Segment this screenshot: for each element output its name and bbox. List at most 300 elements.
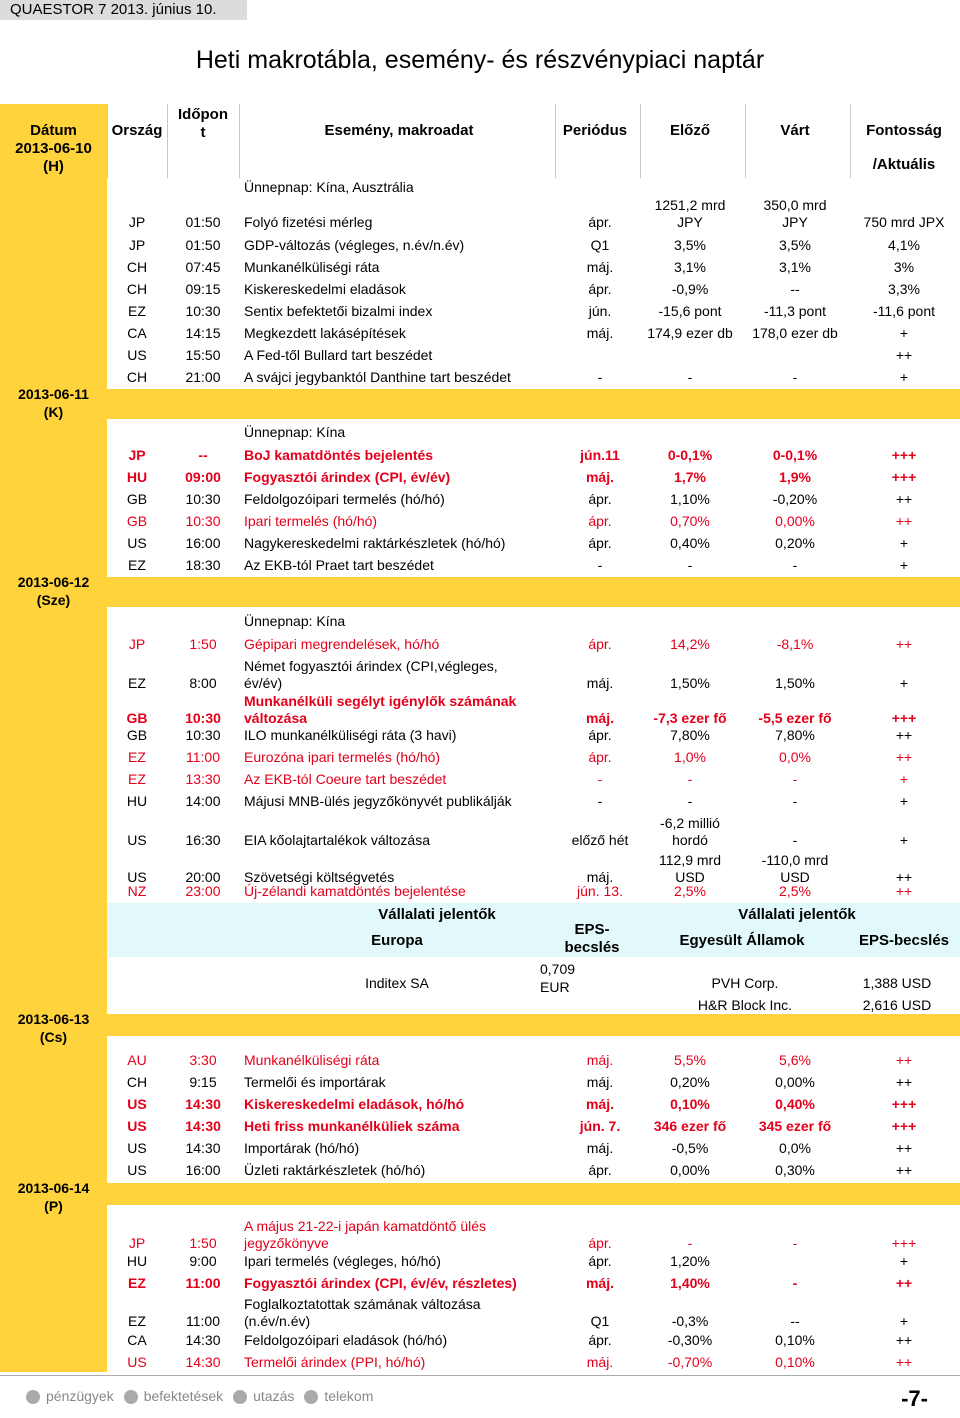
period-cell: jún. 13. — [577, 883, 623, 899]
us-eps: 1,388 USD — [862, 975, 932, 991]
table-row — [107, 693, 960, 727]
importance-cell: ++ — [895, 727, 913, 743]
previous-cell: 0,40% — [670, 535, 710, 551]
holiday-note: Ünnepnap: Kína — [244, 424, 346, 440]
expected-cell: 178,0 ezer db — [752, 325, 838, 341]
brand-bullet-icon — [233, 1390, 247, 1404]
event-cell: Szövetségi költségvetés — [244, 869, 395, 885]
expected-cell: 0,30% — [775, 1162, 815, 1178]
table-row — [107, 1072, 960, 1092]
expected-cell: 2,5% — [779, 883, 811, 899]
time-cell: 11:00 — [186, 1313, 220, 1329]
time-cell: 13:30 — [185, 771, 221, 787]
event-cell: Munkanélküli segélyt igénylők számának változása — [244, 693, 517, 726]
country-cell: HU — [126, 469, 148, 485]
previous-cell: 7,80% — [670, 727, 710, 743]
importance-cell: ++ — [895, 1275, 913, 1291]
period-cell: ápr. — [588, 1162, 612, 1178]
time-cell: 15:50 — [185, 347, 221, 363]
expected-cell: - — [792, 793, 798, 809]
time-cell: 14:30 — [185, 1118, 221, 1134]
date-band — [107, 1183, 960, 1205]
country-cell: US — [127, 1354, 147, 1370]
importance-cell: 750 mrd JPX — [863, 214, 945, 230]
time-cell: 23:00 — [185, 883, 221, 899]
previous-cell: 0,00% — [670, 1162, 710, 1178]
expected-cell: 1,50% — [775, 675, 815, 691]
previous-cell: -0,5% — [671, 1140, 709, 1156]
expected-cell: 0,40% — [775, 1096, 815, 1112]
table-row — [107, 881, 960, 901]
country-cell: AU — [127, 1052, 147, 1068]
event-cell: EIA kőolajtartalékok változása — [244, 832, 430, 848]
importance-cell: +++ — [891, 1118, 917, 1134]
expected-cell: 3,1% — [779, 259, 811, 275]
previous-cell: 1251,2 mrd JPY — [654, 197, 726, 230]
time-cell: 8:00 — [189, 675, 217, 691]
previous-cell: 3,5% — [674, 237, 706, 253]
time-cell: 9:15 — [189, 1074, 217, 1090]
importance-cell: + — [899, 1253, 909, 1269]
table-row — [107, 367, 960, 387]
country-cell: HU — [126, 1253, 148, 1269]
country-cell: EZ — [128, 749, 146, 765]
country-cell: CA — [127, 1332, 147, 1348]
period-cell: máj. — [586, 1354, 614, 1370]
table-row — [107, 1218, 960, 1252]
expected-cell: -- — [790, 1313, 800, 1329]
event-cell: Munkanélküliségi ráta — [244, 1052, 380, 1068]
time-cell: 07:45 — [185, 259, 221, 275]
eps-right-label: EPS-becslés — [858, 932, 950, 949]
expected-cell: 0,00% — [775, 513, 815, 529]
table-row — [107, 467, 960, 487]
previous-cell: 1,40% — [670, 1275, 710, 1291]
event-cell: Termelői és importárak — [244, 1074, 386, 1090]
date-value: 2013-06-14 — [17, 1180, 90, 1196]
expected-cell: - — [792, 557, 798, 573]
previous-header: Előző — [670, 122, 710, 139]
period-cell: előző hét — [571, 832, 629, 848]
period-cell: jún. 7. — [579, 1118, 621, 1134]
table-row — [107, 323, 960, 343]
date-header-label: Dátum — [30, 122, 77, 139]
importance-cell: +++ — [891, 1096, 917, 1112]
expected-cell: -11,3 pont — [763, 303, 826, 319]
previous-cell: -15,6 pont — [658, 303, 722, 319]
period-header: Periódus — [562, 122, 628, 139]
country-cell: GB — [126, 727, 148, 743]
date-header — [0, 122, 107, 176]
country-cell: CA — [127, 325, 147, 341]
date-label — [0, 385, 107, 421]
country-cell: US — [127, 1118, 147, 1134]
table-row — [107, 815, 960, 849]
time-cell: 14:00 — [185, 793, 221, 809]
table-row — [107, 1330, 960, 1350]
country-cell: EZ — [128, 771, 146, 787]
expected-cell: 0,10% — [775, 1354, 815, 1370]
importance-cell: + — [899, 793, 909, 809]
period-cell: máj. — [586, 1074, 614, 1090]
table-row — [107, 1094, 960, 1114]
period-cell: - — [597, 793, 603, 809]
period-cell: máj. — [586, 325, 614, 341]
header-grid-line — [167, 104, 168, 178]
importance-cell: -11,6 pont — [872, 303, 935, 319]
brand-word: telekom — [324, 1388, 374, 1404]
previous-cell: 112,9 mrd USD — [659, 852, 721, 885]
importance-cell: ++ — [895, 1140, 913, 1156]
country-cell: US — [127, 1162, 147, 1178]
header-grid-line — [239, 104, 240, 178]
date-label — [0, 1010, 107, 1046]
time-cell: 14:30 — [185, 1140, 221, 1156]
event-cell: Fogyasztói árindex (CPI, év/év, részletes) — [244, 1275, 517, 1291]
table-row — [107, 489, 960, 509]
date-band — [107, 577, 960, 607]
table-row — [107, 1050, 960, 1070]
period-cell: máj. — [585, 469, 614, 485]
weekday: (K) — [43, 404, 64, 420]
event-cell: Új-zélandi kamatdöntés bejelentése — [244, 883, 466, 899]
expected-cell: 1,9% — [779, 469, 811, 485]
time-header — [167, 106, 239, 142]
time-cell: 20:00 — [185, 869, 221, 885]
period-cell: máj. — [586, 1052, 614, 1068]
event-cell: Ipari termelés (végleges, hó/hó) — [244, 1253, 441, 1269]
us-eps: 2,616 USD — [862, 997, 932, 1013]
event-cell: Kiskereskedelmi eladások — [244, 281, 406, 297]
importance-cell: ++ — [895, 1052, 913, 1068]
time-cell: 14:30 — [185, 1096, 221, 1112]
expected-cell: 7,80% — [775, 727, 815, 743]
previous-cell: -0,3% — [671, 1313, 709, 1329]
table-row — [107, 1296, 960, 1330]
country-cell: NZ — [127, 883, 147, 899]
table-row — [107, 197, 960, 231]
table-row — [107, 725, 960, 745]
time-cell: 3:30 — [189, 1052, 217, 1068]
table-row — [107, 533, 960, 553]
country-cell: JP — [128, 447, 146, 463]
country-cell: EZ — [128, 303, 146, 319]
previous-cell: -6,2 millió hordó — [660, 815, 720, 848]
time-cell: 11:00 — [186, 749, 220, 765]
table-row — [107, 1273, 960, 1293]
corporate-reports-header — [107, 903, 960, 957]
period-cell: - — [597, 557, 603, 573]
event-cell: Folyó fizetési mérleg — [244, 214, 373, 230]
expected-cell: -8,1% — [776, 636, 814, 652]
importance-cell: 3% — [893, 259, 915, 275]
event-cell: Munkanélküliségi ráta — [244, 259, 380, 275]
previous-cell: - — [687, 771, 693, 787]
header-grid-line — [107, 104, 108, 178]
page-title: Heti makrotábla, esemény- és részvénypiaci naptár — [195, 46, 765, 74]
country-cell: GB — [126, 491, 148, 507]
table-row — [107, 1352, 960, 1372]
time-cell: 1:50 — [189, 1235, 217, 1251]
period-cell: Q1 — [590, 1313, 610, 1329]
expected-cell: 0-0,1% — [772, 447, 818, 463]
time-cell: 10:30 — [185, 727, 221, 743]
importance-cell: +++ — [891, 469, 917, 485]
previous-cell: 0-0,1% — [667, 447, 713, 463]
table-row — [107, 747, 960, 767]
time-cell: 16:00 — [185, 1162, 221, 1178]
expected-cell: -5,5 ezer fő — [758, 710, 832, 726]
expected-cell: - — [792, 1275, 798, 1291]
expected-cell: -0,20% — [772, 491, 818, 507]
previous-cell: 5,5% — [674, 1052, 706, 1068]
period-cell: ápr. — [588, 1332, 612, 1348]
importance-cell: ++ — [895, 347, 913, 363]
previous-cell: 346 ezer fő — [653, 1118, 727, 1134]
period-cell: ápr. — [588, 535, 612, 551]
event-cell: GDP-változás (végleges, n.év/n.év) — [244, 237, 465, 253]
country-cell: JP — [128, 237, 146, 253]
date-band — [107, 1014, 960, 1036]
previous-cell: 1,0% — [674, 749, 706, 765]
importance-cell: + — [899, 325, 909, 341]
table-row — [107, 445, 960, 465]
country-cell: HU — [126, 793, 148, 809]
importance-cell: ++ — [895, 1332, 913, 1348]
table-row — [107, 634, 960, 654]
eps-left-label: EPS- becslés — [564, 921, 620, 956]
event-cell: Eurozóna ipari termelés (hó/hó) — [244, 749, 441, 765]
table-row — [107, 511, 960, 531]
date-header-date: 2013-06-10 — [15, 140, 92, 157]
event-cell: A svájci jegybanktól Danthine tart beszédet — [244, 369, 511, 385]
expected-cell: 0,00% — [775, 1074, 815, 1090]
time-cell: 16:30 — [185, 832, 221, 848]
importance-cell: 4,1% — [888, 237, 920, 253]
date-header-day: (H) — [43, 158, 64, 175]
previous-cell: -7,3 ezer fő — [653, 710, 727, 726]
header-grid-line — [555, 104, 556, 178]
country-cell: CH — [126, 259, 148, 275]
date-value: 2013-06-11 — [18, 386, 89, 402]
previous-cell: 1,7% — [674, 469, 706, 485]
event-cell: A Fed-től Bullard tart beszédet — [244, 347, 433, 363]
importance-cell: +++ — [891, 710, 917, 726]
footer-divider — [0, 1375, 960, 1376]
header-text: QUAESTOR 7 2013. június 10. — [10, 1, 217, 18]
us-company: H&R Block Inc. — [697, 997, 793, 1013]
previous-cell: 3,1% — [674, 259, 706, 275]
time-cell: 01:50 — [185, 214, 221, 230]
header-grid-line — [640, 104, 641, 178]
time-cell: 21:00 — [185, 369, 221, 385]
table-row — [107, 791, 960, 811]
header-grid-line — [745, 104, 746, 178]
time-cell: 9:00 — [189, 1253, 217, 1269]
actual-header: /Aktuális — [872, 156, 936, 173]
holiday-note: Ünnepnap: Kína — [244, 613, 346, 629]
previous-cell: 0,10% — [670, 1096, 710, 1112]
period-cell: máj. — [586, 1140, 614, 1156]
time-cell: 10:30 — [185, 710, 221, 726]
period-cell: ápr. — [588, 636, 612, 652]
time-cell: 11:00 — [185, 1275, 221, 1291]
date-value: 2013-06-13 — [17, 1011, 90, 1027]
time-cell: 09:15 — [185, 281, 221, 297]
event-cell: Kiskereskedelmi eladások, hó/hó — [244, 1096, 465, 1112]
date-value: 2013-06-12 — [17, 574, 90, 590]
country-cell: GB — [126, 513, 148, 529]
table-row — [107, 555, 960, 575]
previous-cell: -0,30% — [667, 1332, 713, 1348]
weekday: (Cs) — [39, 1029, 68, 1045]
importance-cell: + — [899, 675, 909, 691]
table-row — [107, 769, 960, 789]
time-cell: 14:30 — [185, 1354, 221, 1370]
table-row — [107, 1138, 960, 1158]
brand-word: utazás — [253, 1388, 295, 1404]
period-cell: jún. — [588, 303, 612, 319]
period-cell: ápr. — [588, 1253, 612, 1269]
time-cell: 14:15 — [185, 325, 221, 341]
country-cell: US — [127, 1096, 147, 1112]
period-cell: máj. — [586, 675, 614, 691]
importance-cell: +++ — [891, 447, 917, 463]
country-cell: GB — [126, 710, 148, 726]
us-company: PVH Corp. — [711, 975, 779, 991]
importance-cell: +++ — [891, 1235, 917, 1251]
event-cell: Importárak (hó/hó) — [244, 1140, 360, 1156]
holiday-note: Ünnepnap: Kína, Ausztrália — [244, 179, 414, 195]
expected-cell: 350,0 mrd JPY — [763, 197, 827, 230]
importance-cell: + — [899, 771, 909, 787]
table-row — [107, 1251, 960, 1271]
country-cell: US — [127, 1140, 147, 1156]
expected-cell: 3,5% — [779, 237, 811, 253]
europe-label: Europa — [371, 932, 423, 949]
expected-cell: 345 ezer fő — [758, 1118, 832, 1134]
previous-cell: 1,50% — [670, 675, 710, 691]
time-cell: 10:30 — [185, 513, 221, 529]
expected-cell: -- — [790, 281, 800, 297]
previous-cell: - — [687, 369, 693, 385]
previous-cell: -0,9% — [671, 281, 709, 297]
time-cell: 10:30 — [185, 491, 221, 507]
corporate-title-europe: Vállalati jelentők — [378, 906, 496, 923]
importance-header: Fontosság — [866, 122, 942, 139]
table-row — [107, 257, 960, 277]
period-cell: - — [597, 369, 603, 385]
previous-cell: 0,70% — [670, 513, 710, 529]
event-cell: Feldolgozóipari eladások (hó/hó) — [244, 1332, 448, 1348]
event-cell: Gépipari megrendelések, hó/hó — [244, 636, 440, 652]
importance-cell: + — [899, 832, 909, 848]
country-cell: JP — [128, 1235, 146, 1251]
table-row — [107, 235, 960, 255]
importance-cell: ++ — [895, 1354, 913, 1370]
expected-cell: 0,10% — [775, 1332, 815, 1348]
event-cell: Fogyasztói árindex (CPI, év/év) — [244, 469, 451, 485]
event-header: Esemény, makroadat — [324, 122, 474, 139]
time-cell: 10:30 — [185, 303, 221, 319]
event-cell: Feldolgozóipari termelés (hó/hó) — [244, 491, 445, 507]
country-cell: JP — [128, 636, 146, 652]
importance-cell: ++ — [895, 1162, 913, 1178]
time-cell: 09:00 — [185, 469, 221, 485]
period-cell: ápr. — [588, 491, 612, 507]
country-cell: CH — [126, 369, 148, 385]
event-cell: Nagykereskedelmi raktárkészletek (hó/hó) — [244, 535, 506, 551]
event-cell: Megkezdett lakásépítések — [244, 325, 406, 341]
period-cell: máj. — [586, 259, 614, 275]
importance-cell: + — [899, 369, 909, 385]
time-header-line2: t — [200, 124, 206, 141]
period-cell: máj. — [585, 1275, 614, 1291]
period-cell: máj. — [586, 869, 614, 885]
previous-cell: - — [687, 793, 693, 809]
previous-cell: 14,2% — [670, 636, 710, 652]
country-cell: EZ — [128, 675, 146, 691]
brand-bullet-icon — [304, 1390, 318, 1404]
europe-eps: 0,709 EUR — [540, 961, 576, 995]
time-header-line1: Időpon — [178, 106, 228, 123]
previous-cell: 2,5% — [674, 883, 706, 899]
date-label — [0, 573, 107, 609]
previous-cell: -0,70% — [667, 1354, 713, 1370]
importance-cell: ++ — [895, 636, 913, 652]
corporate-title-us: Vállalati jelentők — [738, 906, 856, 923]
event-cell: Májusi MNB-ülés jegyzőkönyvét publikálják — [244, 793, 512, 809]
event-cell: Üzleti raktárkészletek (hó/hó) — [244, 1162, 426, 1178]
event-cell: Heti friss munkanélküliek száma — [244, 1118, 460, 1134]
previous-cell: - — [687, 557, 693, 573]
event-cell: Az EKB-tól Coeure tart beszédet — [244, 771, 447, 787]
expected-cell: - — [792, 832, 798, 848]
country-cell: JP — [128, 214, 146, 230]
country-cell: EZ — [128, 1313, 146, 1329]
expected-cell: -110,0 mrd USD — [761, 852, 829, 885]
table-row — [107, 1116, 960, 1136]
expected-cell: 0,0% — [779, 749, 811, 765]
importance-cell: ++ — [895, 883, 913, 899]
event-cell: Foglalkoztatottak számának változása (n.év/n.év) — [244, 1296, 481, 1329]
footer-brand — [16, 1388, 373, 1404]
time-cell: 14:30 — [185, 1332, 221, 1348]
time-cell: 01:50 — [185, 237, 221, 253]
importance-cell: ++ — [895, 491, 913, 507]
importance-cell: ++ — [895, 1074, 913, 1090]
time-cell: -- — [198, 447, 208, 463]
country-cell: EZ — [128, 557, 146, 573]
previous-cell: 1,10% — [670, 491, 710, 507]
country-header: Ország — [111, 122, 163, 139]
previous-cell: - — [687, 1235, 693, 1251]
importance-cell: ++ — [895, 749, 913, 765]
importance-cell: 3,3% — [888, 281, 920, 297]
country-cell: CH — [126, 281, 148, 297]
table-row — [107, 658, 960, 692]
expected-cell: 0,0% — [779, 1140, 811, 1156]
period-cell: máj. — [585, 710, 614, 726]
event-cell: Német fogyasztói árindex (CPI,végleges, év/év) — [244, 658, 498, 691]
us-label: Egyesült Államok — [679, 932, 805, 949]
event-cell: ILO munkanélküliségi ráta (3 havi) — [244, 727, 457, 743]
previous-cell: 0,20% — [670, 1074, 710, 1090]
period-cell: jún.11 — [580, 447, 620, 463]
expected-cell: 0,20% — [775, 535, 815, 551]
expected-cell: 5,6% — [779, 1052, 811, 1068]
expected-cell: - — [792, 771, 798, 787]
